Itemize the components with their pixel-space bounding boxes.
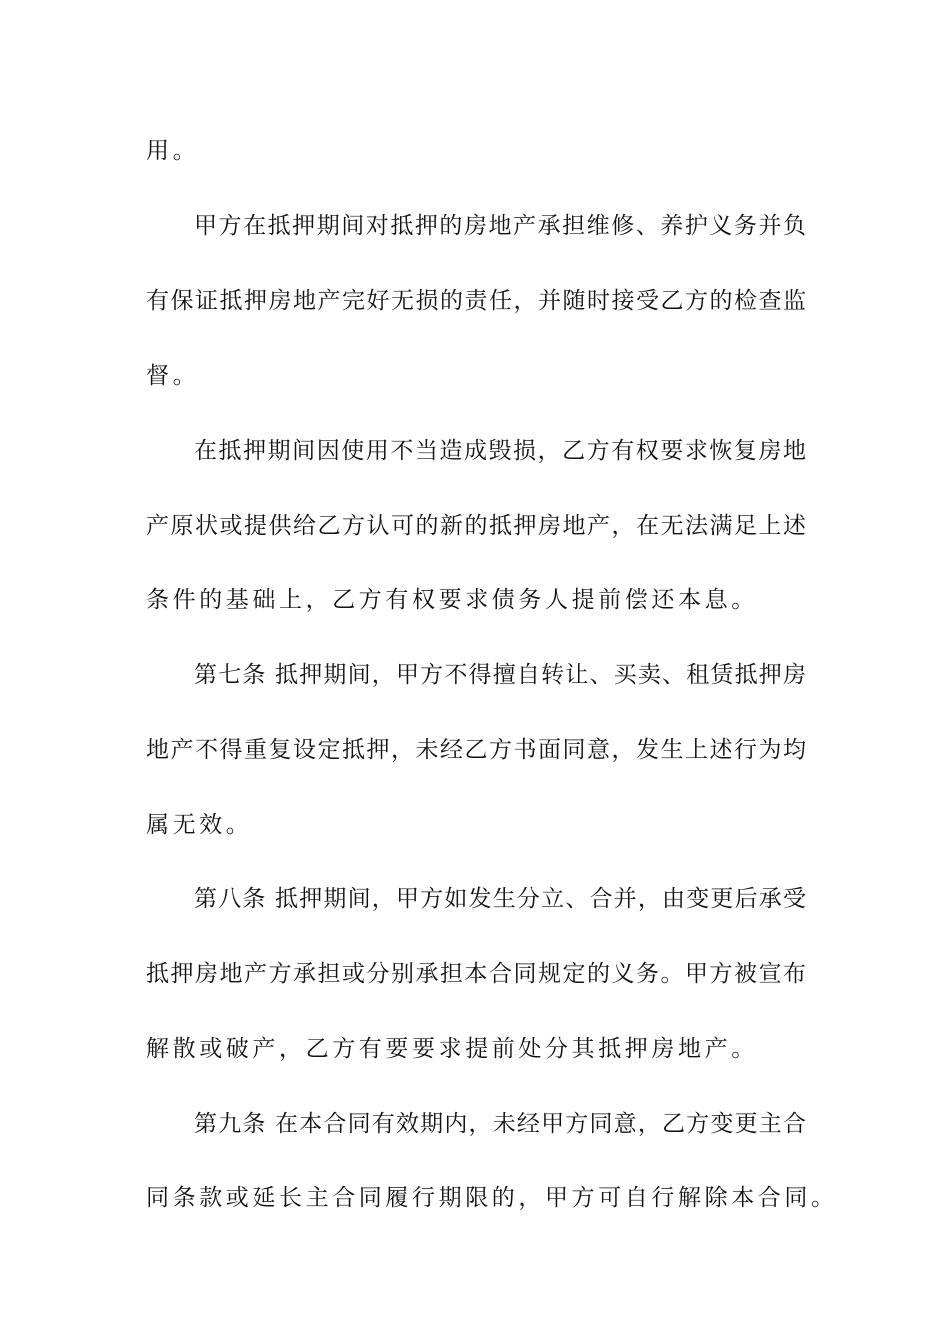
paragraph-line: 条件的基础上，乙方有权要求债务人提前偿还本息。 [146, 587, 758, 613]
paragraph-line: 第八条 抵押期间，甲方如发生分立、合并，由变更后承受 [194, 886, 806, 912]
paragraph-line: 有保证抵押房地产完好无损的责任，并随时接受乙方的检查监 [146, 288, 806, 314]
paragraph-line: 在抵押期间因使用不当造成毁损，乙方有权要求恢复房地 [194, 438, 806, 464]
paragraph-line: 甲方在抵押期间对抵押的房地产承担维修、养护义务并负 [194, 213, 806, 239]
paragraph-line: 解散或破产，乙方有要要求提前处分其抵押房地产。 [146, 1036, 758, 1062]
paragraph-line: 产原状或提供给乙方认可的新的抵押房地产，在无法满足上述 [146, 513, 806, 539]
paragraph-line: 同条款或延长主合同履行期限的，甲方可自行解除本合同。 [146, 1185, 838, 1211]
paragraph-line: 属无效。 [146, 812, 253, 838]
paragraph-line: 抵押房地产方承担或分别承担本合同规定的义务。甲方被宣布 [146, 961, 806, 987]
paragraph-line: 第九条 在本合同有效期内，未经甲方同意，乙方变更主合 [194, 1111, 806, 1137]
paragraph-line: 督。 [146, 363, 200, 389]
paragraph-line: 用。 [146, 138, 200, 164]
paragraph-line: 第七条 抵押期间，甲方不得擅自转让、买卖、租赁抵押房 [194, 662, 806, 688]
paragraph-line: 地产不得重复设定抵押，未经乙方书面同意，发生上述行为均 [146, 737, 806, 763]
